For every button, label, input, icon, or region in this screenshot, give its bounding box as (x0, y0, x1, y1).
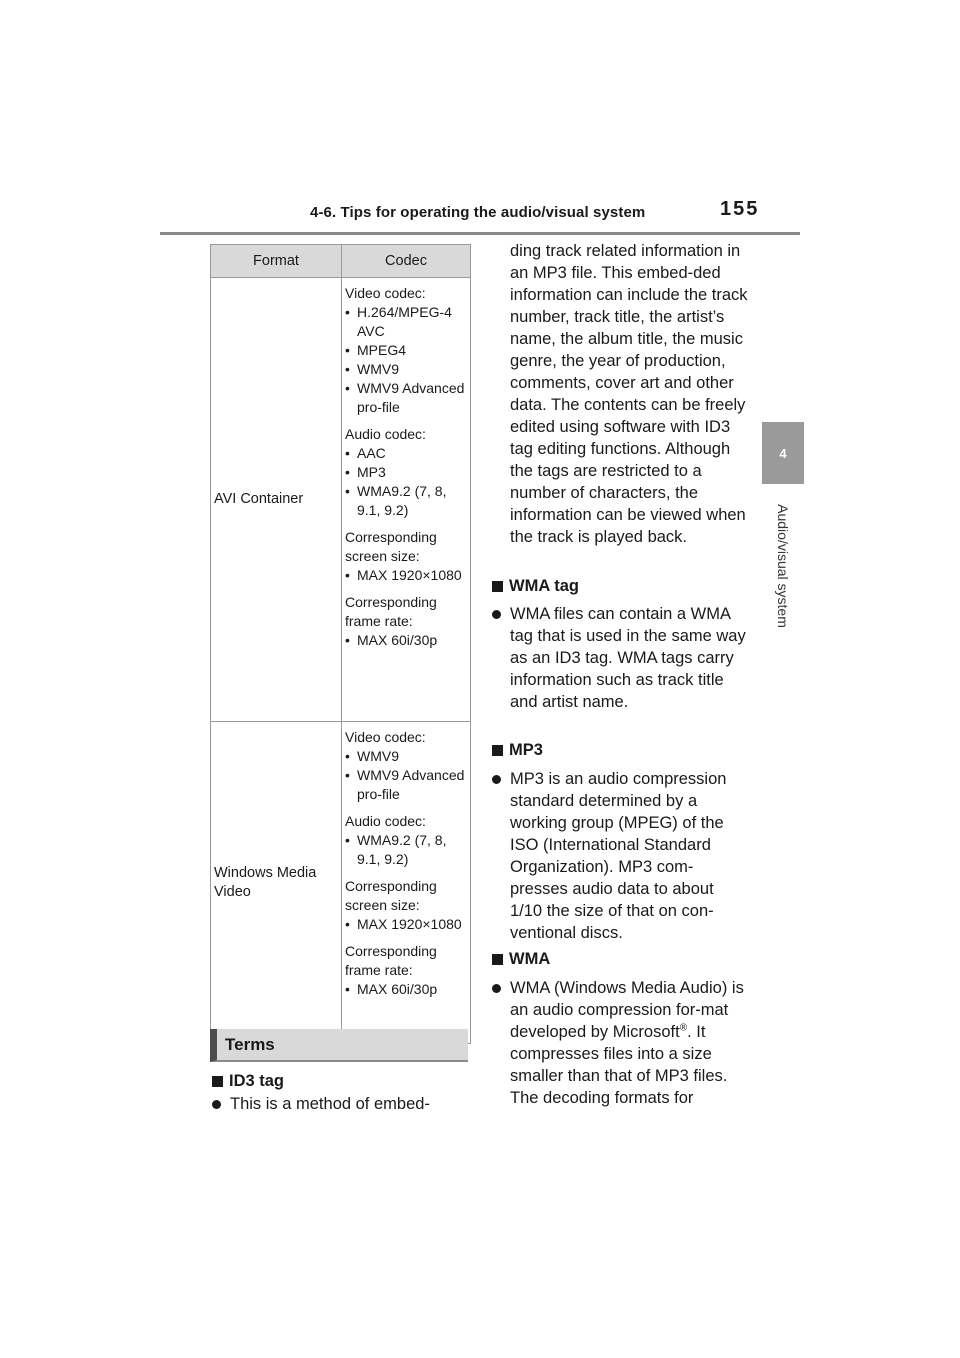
id3-tag-bullet (212, 1093, 474, 1115)
codec-item-text: WMV9 Advanced pro-file (357, 380, 465, 415)
codec-group-title: Audio codec: (345, 813, 426, 829)
codec-group-title: Corresponding frame rate: (345, 594, 437, 629)
bullet-dot-icon: • (345, 445, 350, 461)
wma-text-part2: . It compresses files into a size smaller than that of MP3 files. The decoding formats for (510, 1023, 728, 1107)
bullet-dot-icon: • (345, 632, 350, 648)
codec-list-item (345, 747, 468, 766)
id3-tag-heading (212, 1070, 284, 1092)
page-number: 155 (720, 198, 760, 220)
terms-heading: Terms (210, 1029, 468, 1062)
wma-tag-text: WMA files can contain a WMA tag that is used in the same way as an ID3 tag. WMA tags carry information such as track title and artist name. (510, 605, 746, 711)
codec-list-item (345, 915, 468, 934)
codec-list-item (345, 631, 468, 650)
codec-list-item (345, 341, 468, 360)
codec-item-text: MAX 60i/30p (357, 632, 438, 648)
bullet-dot-icon: • (345, 981, 350, 997)
bullet-dot-icon: • (345, 304, 350, 320)
chapter-tab (762, 422, 804, 484)
mp3-bullet (492, 768, 750, 944)
codec-item-text: MAX 1920×1080 (357, 916, 462, 932)
wma-bullet (492, 977, 750, 1109)
mp3-title: MP3 (509, 741, 543, 759)
codec-list-item (345, 444, 468, 463)
table-header-codec: Codec (342, 245, 471, 278)
bullet-dot-icon: • (345, 342, 350, 358)
mp3-text: MP3 is an audio compression standard determined by a working group (MPEG) of the ISO (International Standard Organization). MP3 com-presses audio data to about 1/10 the size of that on con-ventional discs. (510, 770, 727, 942)
codec-item-text: WMV9 (357, 748, 399, 764)
codec-group-title: Corresponding frame rate: (345, 943, 437, 978)
codec-group (345, 728, 468, 804)
bullet-dot-icon: • (345, 567, 350, 583)
bullet-dot-icon (492, 775, 501, 784)
bullet-dot-icon: • (345, 916, 350, 932)
codec-group-title: Corresponding screen size: (345, 878, 437, 913)
codec-item-text: WMA9.2 (7, 8, 9.1, 9.2) (357, 483, 447, 518)
id3-tag-title: ID3 tag (229, 1072, 285, 1090)
square-bullet-icon (492, 745, 503, 756)
id3-tag-text: This is a method of embed- (230, 1095, 430, 1113)
codec-item-text: MP3 (357, 464, 386, 480)
codec-group-title: Audio codec: (345, 426, 426, 442)
wma-heading (492, 948, 550, 970)
wma-text (510, 977, 750, 1109)
bullet-dot-icon: • (345, 748, 350, 764)
codec-item-text: MAX 60i/30p (357, 981, 438, 997)
codec-item-text: WMV9 (357, 361, 399, 377)
codec-list-item (345, 980, 468, 999)
bullet-dot-icon: • (345, 464, 350, 480)
codec-group-title: Corresponding screen size: (345, 529, 437, 564)
section-title: 4-6. Tips for operating the audio/visual system (310, 204, 646, 221)
format-cell: AVI Container (211, 278, 342, 722)
codec-group-title: Video codec: (345, 729, 426, 745)
bullet-dot-icon (492, 984, 501, 993)
codec-group-title: Video codec: (345, 285, 426, 301)
chapter-number: 4 (779, 445, 787, 461)
codec-list-item (345, 482, 468, 520)
bullet-dot-icon (492, 610, 501, 619)
registered-mark: ® (679, 1022, 688, 1034)
bullet-dot-icon: • (345, 380, 350, 396)
wma-text-part1: WMA (Windows Media Audio) is an audio compression for-mat developed by Microsoft (510, 979, 744, 1041)
wma-title: WMA (509, 950, 551, 968)
codec-item-text: WMA9.2 (7, 8, 9.1, 9.2) (357, 832, 447, 867)
codec-item-text: WMV9 Advanced pro-file (357, 767, 465, 802)
bullet-dot-icon: • (345, 832, 350, 848)
codec-list-item (345, 766, 468, 804)
codec-list-item (345, 360, 468, 379)
square-bullet-icon (492, 954, 503, 965)
bullet-dot-icon: • (345, 767, 350, 783)
wma-tag-bullet (492, 603, 750, 713)
codec-list-item (345, 303, 468, 341)
table-row (211, 278, 471, 722)
bullet-dot-icon (212, 1100, 221, 1109)
codec-list-item (345, 379, 468, 417)
codec-group (345, 528, 468, 585)
codec-item-text: MAX 1920×1080 (357, 567, 462, 583)
chapter-label: Audio/visual system (775, 504, 791, 628)
square-bullet-icon (492, 581, 503, 592)
wma-tag-heading (492, 575, 579, 597)
codec-group (345, 812, 468, 869)
wma-tag-title: WMA tag (509, 577, 579, 595)
codec-group (345, 593, 468, 650)
id3-tag-continuation: ding track related information in an MP3 file. This embed-ded information can include the track number, track title, the artist’s name, the album title, the music genre, the year of production, comments, cover art and other data. The contents can be freely edited using software with ID3 tag editing functions. Although the tags are restricted to a number of characters, the information can be viewed when the track is played back. (510, 242, 748, 546)
codec-cell (342, 278, 471, 722)
table-header-format: Format (211, 245, 342, 278)
codec-group (345, 425, 468, 520)
codec-group (345, 877, 468, 934)
mp3-heading (492, 739, 543, 761)
codec-item-text: MPEG4 (357, 342, 407, 358)
codec-list-item (345, 463, 468, 482)
square-bullet-icon (212, 1076, 223, 1087)
bullet-dot-icon: • (345, 483, 350, 499)
codec-list-item (345, 831, 468, 869)
codec-cell (342, 722, 471, 1044)
header-rule (160, 232, 800, 235)
codec-list-item (345, 566, 468, 585)
table-row (211, 722, 471, 1044)
codec-item-text: H.264/MPEG-4 AVC (357, 304, 452, 339)
codec-group (345, 942, 468, 999)
format-codec-table (210, 244, 471, 1044)
codec-group (345, 284, 468, 417)
bullet-dot-icon: • (345, 361, 350, 377)
format-cell: Windows Media Video (211, 722, 342, 1044)
codec-item-text: AAC (357, 445, 386, 461)
